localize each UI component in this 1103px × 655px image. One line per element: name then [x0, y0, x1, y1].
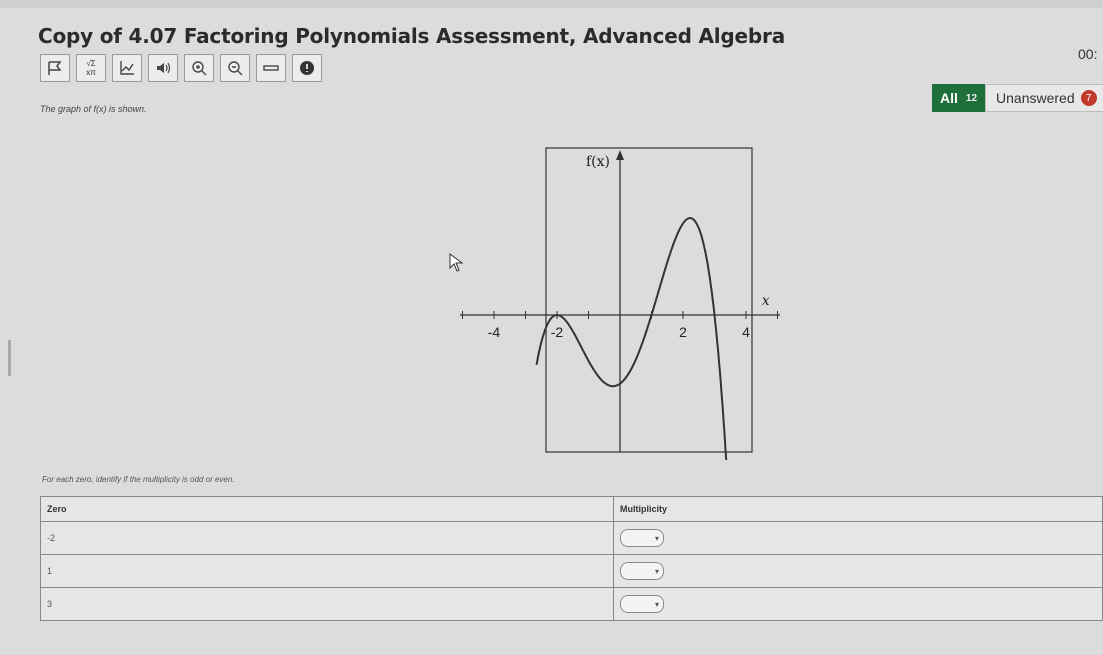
- graph-icon: [118, 59, 136, 77]
- multiplicity-cell: [614, 555, 1103, 588]
- info-icon: [298, 59, 316, 77]
- multiplicity-table: [40, 496, 1103, 621]
- filter-unanswered-label: Unanswered: [996, 90, 1075, 106]
- audio-icon: [154, 59, 172, 77]
- line-reader-button[interactable]: [256, 54, 286, 82]
- function-curve: [537, 218, 728, 460]
- y-axis-label: f(x): [586, 154, 611, 170]
- formula-icon: √Σ xπ: [86, 59, 96, 77]
- graph-button[interactable]: [112, 54, 142, 82]
- zoom-out-button[interactable]: [220, 54, 250, 82]
- multiplicity-cell: [614, 522, 1103, 555]
- zero-header: Zero: [41, 497, 614, 522]
- info-button[interactable]: [292, 54, 322, 82]
- filter-unanswered-button[interactable]: [985, 84, 1103, 112]
- zero-cell: 1: [41, 555, 614, 588]
- zoom-in-icon: [190, 59, 208, 77]
- chevron-down-icon: ▾: [654, 599, 659, 609]
- y-axis-arrow: [616, 150, 624, 160]
- toolbar: [40, 54, 322, 82]
- filter-all-label: All: [940, 90, 958, 106]
- page-title: Copy of 4.07 Factoring Polynomials Assessment, Advanced Algebra: [38, 24, 785, 48]
- multiplicity-dropdown[interactable]: [620, 595, 664, 613]
- top-bar: [0, 0, 1103, 8]
- line-reader-icon: [262, 59, 280, 77]
- zero-cell: -2: [41, 522, 614, 555]
- table-header-row: [41, 497, 1103, 522]
- filter-all-count: 12: [965, 92, 978, 104]
- multiplicity-dropdown[interactable]: [620, 529, 664, 547]
- table-row: [41, 522, 1103, 555]
- unanswered-count-badge: 7: [1081, 90, 1097, 106]
- multiplicity-header: Multiplicity: [614, 497, 1103, 522]
- x-tick-label: 4: [742, 324, 750, 340]
- x-tick-label: -2: [550, 324, 564, 340]
- flag-button[interactable]: [40, 54, 70, 82]
- zero-cell: 3: [41, 588, 614, 621]
- question-filter: [932, 84, 1103, 112]
- filter-all-button[interactable]: [932, 84, 985, 112]
- multiplicity-cell: [614, 588, 1103, 621]
- audio-button[interactable]: [148, 54, 178, 82]
- flag-icon: [46, 59, 64, 77]
- chevron-down-icon: ▾: [654, 533, 659, 543]
- multiplicity-dropdown[interactable]: [620, 562, 664, 580]
- zoom-out-icon: [226, 59, 244, 77]
- x-axis-label: x: [761, 293, 770, 309]
- chevron-down-icon: ▾: [654, 566, 659, 576]
- graph-frame: [546, 148, 752, 452]
- question-prompt: The graph of f(x) is shown.: [40, 104, 147, 114]
- table-row: [41, 588, 1103, 621]
- left-edge-marker: [8, 340, 11, 376]
- x-tick-label: 2: [679, 324, 687, 340]
- function-graph: [460, 140, 780, 460]
- question-instruction: For each zero, identify if the multiplicity is odd or even.: [42, 475, 235, 484]
- timer: 00:: [1078, 46, 1098, 62]
- formula-button[interactable]: [76, 54, 106, 82]
- zoom-in-button[interactable]: [184, 54, 214, 82]
- x-tick-label: -4: [487, 324, 501, 340]
- table-row: [41, 555, 1103, 588]
